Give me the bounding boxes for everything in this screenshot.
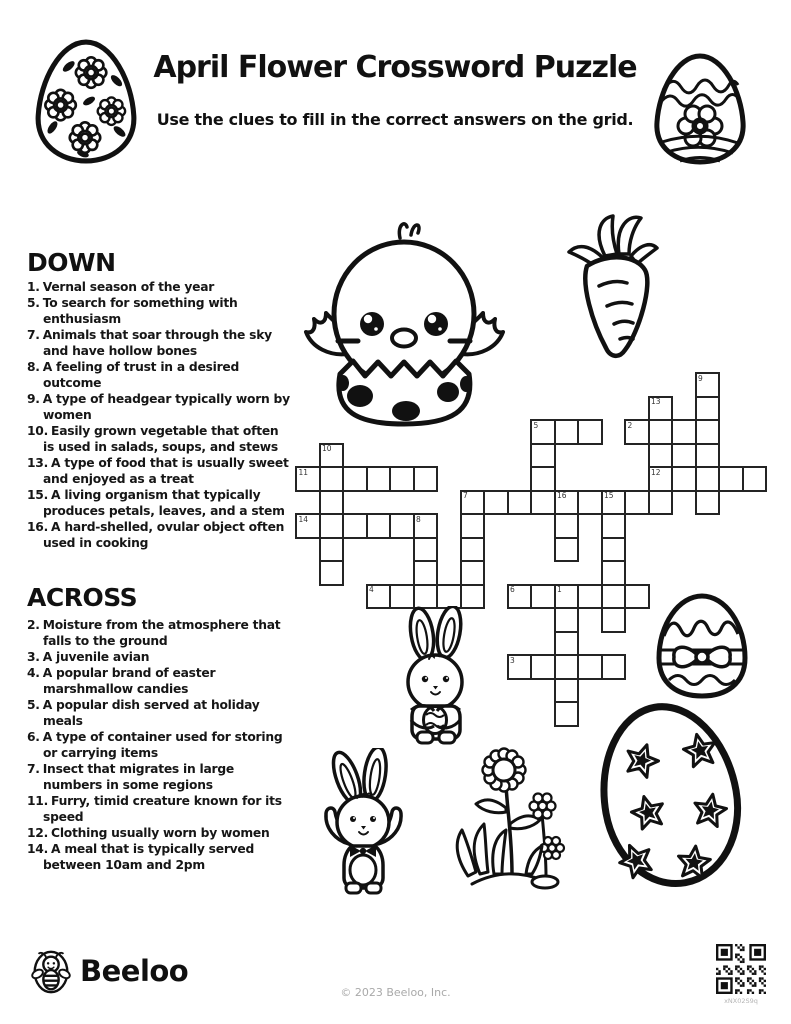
clue-text: A living organism that typically produces petals, leaves, and a stem	[43, 488, 285, 518]
page-subtitle: Use the clues to fill in the correct answers on the grid.	[156, 110, 634, 129]
crossword-cell[interactable]	[695, 419, 721, 445]
crossword-cell[interactable]	[507, 654, 533, 680]
clue-item	[27, 761, 290, 793]
easter-egg-striped-image	[650, 52, 750, 166]
crossword-cell[interactable]	[601, 584, 627, 610]
crossword-cell[interactable]	[742, 466, 768, 492]
clue-number: 4.	[27, 666, 40, 680]
down-heading: DOWN	[27, 248, 116, 277]
crossword-cell[interactable]	[507, 584, 533, 610]
cell-number: 9	[698, 373, 703, 383]
crossword-cell[interactable]	[554, 537, 580, 563]
clue-number: 10.	[27, 424, 49, 438]
crossword-cell[interactable]	[695, 466, 721, 492]
cell-number: 11	[298, 467, 309, 477]
clue-item	[27, 665, 290, 697]
clue-item	[27, 729, 290, 761]
clue-text: Easily grown vegetable that often is used in salads, soups, and stews	[43, 424, 279, 454]
clue-item	[27, 423, 290, 455]
clue-number: 5.	[27, 296, 40, 310]
crossword-cell[interactable]	[624, 419, 650, 445]
clue-item	[27, 825, 290, 841]
cell-number: 1	[557, 585, 562, 594]
crossword-cell[interactable]	[624, 584, 650, 610]
crossword-cell[interactable]	[554, 607, 580, 633]
clue-text: Furry, timid creature known for its speed	[43, 794, 282, 824]
crossword-cell[interactable]	[601, 537, 627, 563]
clue-text: Animals that soar through the sky and have hollow bones	[42, 328, 272, 358]
crossword-cell[interactable]	[554, 584, 580, 610]
clue-item	[27, 391, 290, 423]
clue-number: 8.	[27, 360, 40, 374]
crossword-cell[interactable]	[577, 490, 603, 516]
clue-text: A type of food that is usually sweet and enjoyed as a treat	[43, 456, 289, 486]
crossword-cell[interactable]	[319, 513, 345, 539]
cell-number: 12	[651, 467, 661, 477]
clue-item	[27, 327, 290, 359]
crossword-cell[interactable]	[389, 466, 415, 492]
clue-number: 14.	[27, 842, 49, 856]
crossword-cell[interactable]	[601, 560, 627, 586]
crossword-cell[interactable]	[577, 654, 603, 680]
crossword-cell[interactable]	[624, 490, 650, 516]
clue-text: A type of container used for storing or carrying items	[42, 730, 283, 760]
clue-text: A hard-shelled, ovular object often used in cooking	[43, 520, 285, 550]
crossword-cell[interactable]	[554, 654, 580, 680]
clue-number: 15.	[27, 488, 49, 502]
crossword-cell[interactable]	[554, 419, 580, 445]
clue-item	[27, 487, 290, 519]
cell-number: 8	[416, 514, 421, 524]
clue-number: 16.	[27, 520, 49, 534]
clue-item	[27, 519, 290, 551]
clue-item	[27, 617, 290, 649]
crossword-cell[interactable]	[577, 584, 603, 610]
cell-number: 3	[510, 655, 515, 665]
crossword-cell[interactable]	[530, 466, 556, 492]
cell-number: 2	[627, 420, 633, 430]
crossword-cell[interactable]	[389, 513, 415, 539]
clue-text: Clothing usually worn by women	[51, 826, 270, 840]
clue-text: To search for something with enthusiasm	[42, 296, 238, 326]
cell-number: 13	[651, 397, 661, 406]
cell-number: 15	[604, 491, 614, 500]
crossword-cell[interactable]	[342, 466, 368, 492]
crossword-cell[interactable]	[342, 513, 368, 539]
crossword-cell[interactable]	[601, 607, 627, 633]
clue-text: A meal that is typically served between 10am and 2pm	[43, 842, 255, 872]
qr-code	[716, 944, 766, 994]
clue-text: Insect that migrates in large numbers in some regions	[42, 762, 234, 792]
clue-number: 7.	[27, 328, 40, 342]
clue-item	[27, 295, 290, 327]
crossword-cell[interactable]	[413, 537, 439, 563]
bunny-bow-tie-image	[322, 748, 414, 896]
crossword-cell[interactable]	[648, 419, 674, 445]
page-title: April Flower Crossword Puzzle	[153, 50, 637, 85]
crossword-cell[interactable]	[507, 490, 533, 516]
clue-number: 3.	[27, 650, 40, 664]
crossword-cell[interactable]	[695, 372, 721, 398]
crossword-cell[interactable]	[554, 701, 580, 727]
clue-item	[27, 455, 290, 487]
crossword-cell[interactable]	[671, 419, 697, 445]
crossword-cell[interactable]	[695, 490, 721, 516]
crossword-cell[interactable]	[530, 419, 556, 445]
crossword-cell[interactable]	[319, 490, 345, 516]
crossword-cell[interactable]	[413, 513, 439, 539]
crossword-cell[interactable]	[601, 513, 627, 539]
crossword-cell[interactable]	[554, 490, 580, 516]
clue-number: 1.	[27, 280, 40, 294]
crossword-cell[interactable]	[460, 513, 486, 539]
crossword-cell[interactable]	[319, 560, 345, 586]
crossword-cell[interactable]	[695, 443, 721, 469]
cell-number: 14	[298, 514, 309, 524]
clue-number: 6.	[27, 730, 40, 744]
clue-item	[27, 279, 290, 295]
down-clue-list	[27, 279, 290, 551]
crossword-cell[interactable]	[295, 513, 321, 539]
easter-egg-flowers-image	[30, 38, 142, 164]
crossword-cell[interactable]	[413, 560, 439, 586]
clue-text: A popular dish served at holiday meals	[42, 698, 260, 728]
crossword-cell[interactable]	[413, 466, 439, 492]
clue-number: 5.	[27, 698, 40, 712]
clue-text: A popular brand of easter marshmallow candies	[42, 666, 216, 696]
clue-text: A feeling of trust in a desired outcome	[42, 360, 240, 390]
crossword-cell[interactable]	[319, 466, 345, 492]
clue-item	[27, 649, 290, 665]
crossword-cell[interactable]	[530, 443, 556, 469]
crossword-cell[interactable]	[295, 466, 321, 492]
crossword-cell[interactable]	[554, 678, 580, 704]
across-heading: ACROSS	[27, 583, 138, 612]
cell-number: 4	[369, 585, 374, 594]
clue-number: 7.	[27, 762, 40, 776]
crossword-cell[interactable]	[554, 513, 580, 539]
clue-number: 13.	[27, 456, 49, 470]
crossword-cell[interactable]	[601, 490, 627, 516]
clue-number: 9.	[27, 392, 40, 406]
clue-text: Vernal season of the year	[42, 280, 215, 294]
crossword-cell[interactable]	[601, 654, 627, 680]
easter-egg-bow-image	[653, 592, 751, 700]
crossword-cell[interactable]	[483, 490, 509, 516]
crossword-cell[interactable]	[671, 466, 697, 492]
crossword-cell[interactable]	[530, 490, 556, 516]
clue-number: 11.	[27, 794, 49, 808]
clue-text: A juvenile avian	[42, 650, 150, 664]
across-clue-list	[27, 617, 290, 873]
crossword-cell[interactable]	[695, 396, 721, 422]
crossword-cell[interactable]	[554, 631, 580, 657]
crossword-cell[interactable]	[530, 584, 556, 610]
cell-number: 6	[510, 585, 515, 594]
crossword-cell[interactable]	[319, 537, 345, 563]
clue-item	[27, 359, 290, 391]
bunny-holding-egg-image	[388, 606, 484, 746]
crossword-cell[interactable]	[648, 396, 674, 422]
crossword-cell[interactable]	[460, 490, 486, 516]
easter-egg-stars-image	[590, 698, 750, 894]
crossword-cell[interactable]	[319, 443, 345, 469]
crossword-cell[interactable]	[577, 419, 603, 445]
crossword-cell[interactable]	[718, 466, 744, 492]
clue-number: 2.	[27, 618, 40, 632]
chick-hatching-egg-image	[302, 216, 507, 428]
cell-number: 16	[557, 491, 567, 500]
clue-item	[27, 697, 290, 729]
crossword-cell[interactable]	[648, 466, 674, 492]
cell-number: 7	[463, 491, 468, 500]
clue-item	[27, 841, 290, 873]
clue-item	[27, 793, 290, 825]
crossword-cell[interactable]	[460, 560, 486, 586]
crossword-cell[interactable]	[460, 537, 486, 563]
crossword-cell[interactable]	[648, 490, 674, 516]
qr-code-label: xNX02S9q	[724, 997, 758, 1005]
clue-text: Moisture from the atmosphere that falls to the ground	[42, 618, 281, 648]
crossword-cell[interactable]	[648, 443, 674, 469]
crossword-cell[interactable]	[366, 513, 392, 539]
carrot-image	[553, 212, 661, 364]
clue-text: A type of headgear typically worn by women	[42, 392, 290, 422]
brand-name: Beeloo	[80, 954, 189, 988]
spring-flowers-image	[448, 744, 566, 896]
copyright-text: © 2023 Beeloo, Inc.	[340, 986, 451, 999]
cell-number: 5	[533, 420, 539, 430]
crossword-cell[interactable]	[366, 466, 392, 492]
clue-number: 12.	[27, 826, 49, 840]
cell-number: 10	[322, 444, 332, 453]
crossword-cell[interactable]	[530, 654, 556, 680]
